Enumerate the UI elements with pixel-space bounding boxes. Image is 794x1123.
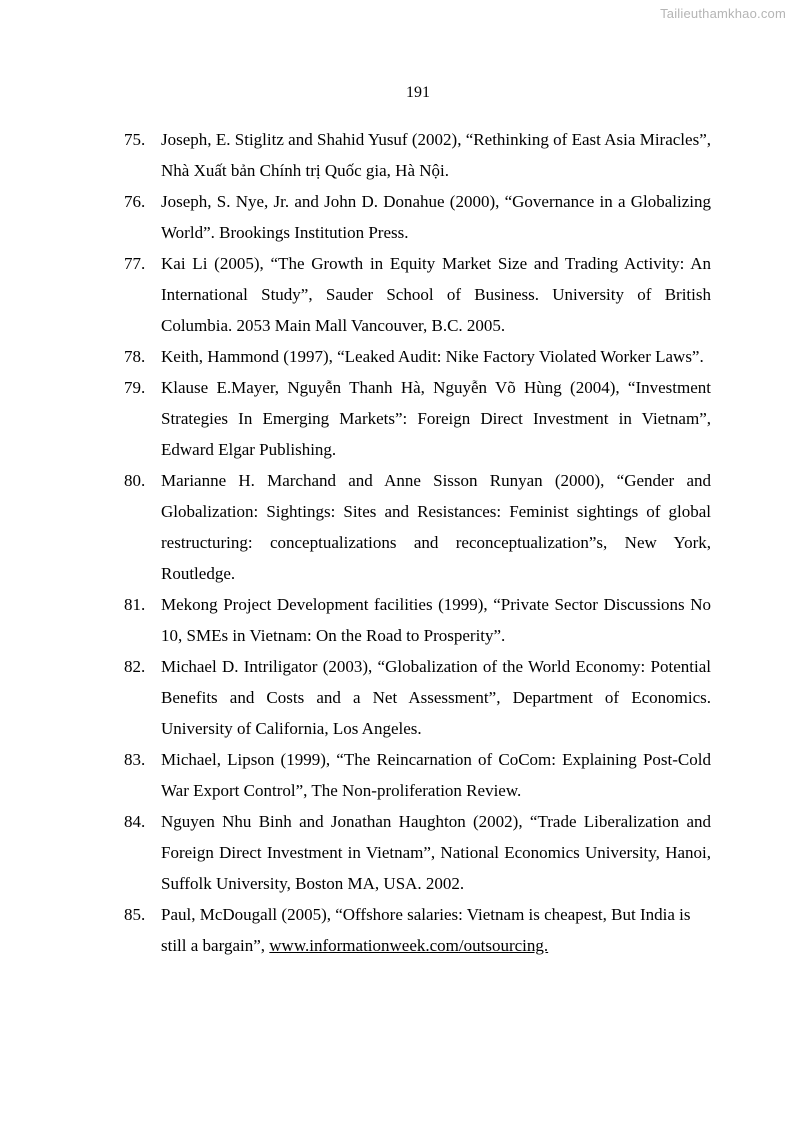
reference-link[interactable]: www.informationweek.com/outsourcing. bbox=[269, 936, 549, 955]
reference-number: 82. bbox=[124, 657, 146, 676]
reference-number: 83. bbox=[124, 750, 146, 769]
reference-number: 76. bbox=[124, 192, 146, 211]
reference-text: Joseph, E. Stiglitz and Shahid Yusuf (2002), “Rethinking of East Asia Miracles”, Nhà Xuất bản Chính trị Quốc gia, Hà Nội. bbox=[161, 130, 711, 180]
reference-number: 85. bbox=[124, 905, 146, 924]
reference-number: 80. bbox=[124, 471, 146, 490]
reference-text: Nguyen Nhu Binh and Jonathan Haughton (2002), “Trade Liberalization and Foreign Direct Investment in Vietnam”, National Economics University, Hanoi, Suffolk University, Boston MA, USA. 2002. bbox=[161, 812, 711, 893]
reference-number: 81. bbox=[124, 595, 146, 614]
reference-item bbox=[124, 372, 711, 465]
reference-number: 84. bbox=[124, 812, 146, 831]
reference-item bbox=[124, 651, 711, 744]
reference-text: Michael D. Intriligator (2003), “Globalization of the World Economy: Potential Benefits and Costs and a Net Assessment”, Department of Economics. University of California, Los Angeles. bbox=[161, 657, 711, 738]
reference-text: Keith, Hammond (1997), “Leaked Audit: Nike Factory Violated Worker Laws”. bbox=[161, 347, 704, 366]
reference-text: Joseph, S. Nye, Jr. and John D. Donahue (2000), “Governance in a Globalizing World”. Brookings Institution Press. bbox=[161, 192, 711, 242]
reference-text: Mekong Project Development facilities (1999), “Private Sector Discussions No 10, SMEs in Vietnam: On the Road to Prosperity”. bbox=[161, 595, 711, 645]
watermark: Tailieuthamkhao.com bbox=[660, 6, 786, 21]
reference-number: 78. bbox=[124, 347, 146, 366]
reference-text: Marianne H. Marchand and Anne Sisson Runyan (2000), “Gender and Globalization: Sightings: Sites and Resistances: Feminist sightings of global restructuring: conceptualizations and reconceptualization”s, New York, Routledge. bbox=[161, 471, 711, 583]
page-number: 191 bbox=[406, 84, 430, 101]
reference-item bbox=[124, 806, 711, 899]
reference-text: Kai Li (2005), “The Growth in Equity Market Size and Trading Activity: An International Study”, Sauder School of Business. University of British Columbia. 2053 Main Mall Vancouver, B.C. 2005. bbox=[161, 254, 711, 335]
reference-item bbox=[124, 124, 711, 186]
reference-text: Klause E.Mayer, Nguyễn Thanh Hà, Nguyễn Võ Hùng (2004), “Investment Strategies In Emerging Markets”: Foreign Direct Investment in Vietnam”, Edward Elgar Publishing. bbox=[161, 378, 711, 459]
reference-number: 77. bbox=[124, 254, 146, 273]
reference-item bbox=[124, 186, 711, 248]
reference-item bbox=[124, 589, 711, 651]
reference-item bbox=[124, 744, 711, 806]
reference-text-body: Paul, McDougall (2005), “Offshore salaries: Vietnam is cheapest, But India is still a bargain”, bbox=[161, 905, 691, 955]
reference-item bbox=[124, 248, 711, 341]
reference-item bbox=[124, 465, 711, 589]
reference-text bbox=[161, 905, 690, 955]
reference-number: 79. bbox=[124, 378, 146, 397]
reference-item bbox=[124, 341, 711, 372]
reference-item bbox=[124, 899, 711, 961]
reference-list bbox=[124, 124, 711, 961]
reference-text: Michael, Lipson (1999), “The Reincarnation of CoCom: Explaining Post-Cold War Export Control”, The Non-proliferation Review. bbox=[161, 750, 711, 800]
reference-number: 75. bbox=[124, 130, 146, 149]
